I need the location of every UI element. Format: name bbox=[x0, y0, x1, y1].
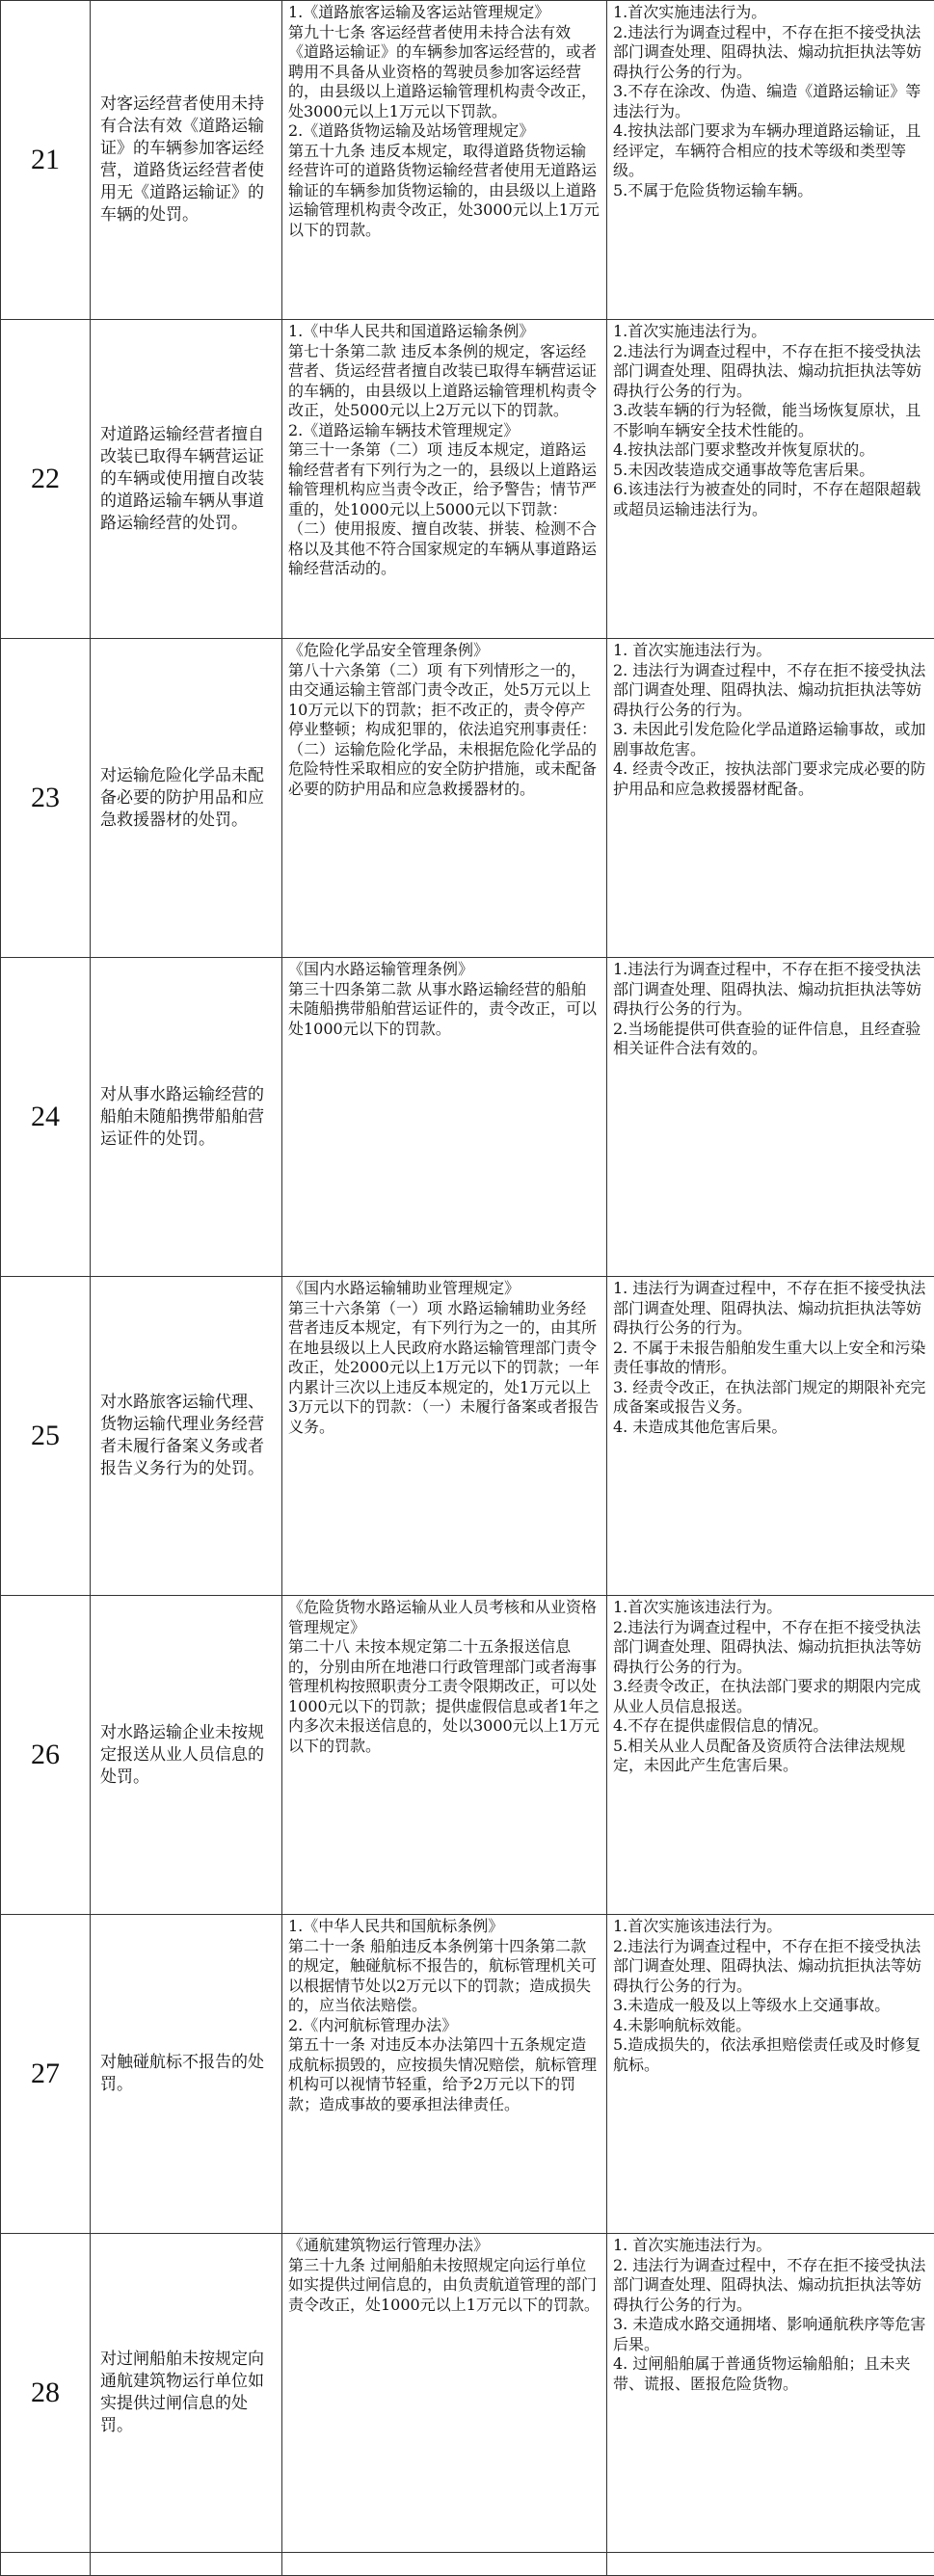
condition-item: 3.不存在涂改、伪造、编造《道路运输证》等违法行为。 bbox=[613, 82, 928, 121]
table-row bbox=[1, 958, 934, 1277]
row-number: 27 bbox=[1, 1915, 91, 2234]
condition-item: 2.违法行为调查过程中，不存在拒不接受执法部门调查处理、阻碍执法、煽动抗拒执法等妨碍执行公务的行为。 bbox=[613, 342, 928, 402]
legal-basis-paragraph: 《国内水路运输辅助业管理规定》 bbox=[288, 1279, 600, 1299]
legal-basis-paragraph: 第三十四条第二款 从事水路运输经营的船舶未随船携带船舶营运证件的，责令改正，可以处1000元以下的罚款。 bbox=[288, 980, 600, 1040]
condition-item: 5.不属于危险货物运输车辆。 bbox=[613, 181, 928, 201]
exemption-conditions-cell bbox=[607, 320, 934, 639]
condition-item: 4.不存在提供虚假信息的情况。 bbox=[613, 1716, 928, 1737]
condition-item: 1.首次实施违法行为。 bbox=[613, 322, 928, 342]
legal-basis-paragraph: 1.《道路旅客运输及客运站管理规定》 bbox=[288, 3, 600, 23]
legal-basis-paragraph: 《危险货物水路运输从业人员考核和从业资格管理规定》 bbox=[288, 1598, 600, 1637]
condition-item: 4.按执法部门要求为车辆办理道路运输证，且经评定，车辆符合相应的技术等级和类型等级。 bbox=[613, 121, 928, 181]
row-number: 23 bbox=[1, 639, 91, 958]
condition-item: 1.首次实施该违法行为。 bbox=[613, 1917, 928, 1937]
legal-basis-cell bbox=[282, 1277, 607, 1596]
table-row bbox=[1, 1915, 934, 2234]
table-row bbox=[1, 639, 934, 958]
legal-basis-paragraph: 2.《道路货物运输及站场管理规定》 bbox=[288, 121, 600, 142]
condition-item: 3.改装车辆的行为轻微，能当场恢复原状，且不影响车辆安全技术性能的。 bbox=[613, 401, 928, 440]
condition-item: 3. 未造成水路交通拥堵、影响通航秩序等危害后果。 bbox=[613, 2315, 928, 2354]
legal-basis-paragraph: 《危险化学品安全管理条例》 bbox=[288, 641, 600, 661]
legal-basis-cell bbox=[282, 1596, 607, 1915]
legal-basis-cell bbox=[282, 1915, 607, 2234]
legal-basis-paragraph: 1.《中华人民共和国道路运输条例》 bbox=[288, 322, 600, 342]
empty-cell bbox=[607, 2553, 934, 2576]
violation-item: 对过闸船舶未按规定向通航建筑物运行单位如实提供过闸信息的处罚。 bbox=[91, 2234, 282, 2553]
condition-item: 4.按执法部门要求整改并恢复原状的。 bbox=[613, 440, 928, 461]
table-row bbox=[1, 1277, 934, 1596]
condition-item: 1. 违法行为调查过程中，不存在拒不接受执法部门调查处理、阻碍执法、煽动抗拒执法等妨碍执行公务的行为。 bbox=[613, 1279, 928, 1339]
condition-item: 2. 不属于未报告船舶发生重大以上安全和污染责任事故的情形。 bbox=[613, 1339, 928, 1378]
table-row-partial bbox=[1, 2553, 934, 2576]
condition-item: 3.经责令改正，在执法部门要求的期限内完成从业人员信息报送。 bbox=[613, 1677, 928, 1716]
condition-item: 1.首次实施该违法行为。 bbox=[613, 1598, 928, 1618]
table-row bbox=[1, 320, 934, 639]
violation-item: 对水路旅客运输代理、货物运输代理业务经营者未履行备案义务或者报告义务行为的处罚。 bbox=[91, 1277, 282, 1596]
legal-basis-paragraph: （二）运输危险化学品，未根据危险化学品的危险特性采取相应的安全防护措施，或未配备必要的防护用品和应急救援器材的。 bbox=[288, 740, 600, 800]
legal-basis-cell bbox=[282, 2234, 607, 2553]
exemption-conditions-cell bbox=[607, 2234, 934, 2553]
condition-item: 5.相关从业人员配备及资质符合法律法规规定，未因此产生危害后果。 bbox=[613, 1737, 928, 1776]
condition-item: 5.未因改装造成交通事故等危害后果。 bbox=[613, 461, 928, 481]
condition-item: 4. 过闸船舶属于普通货物运输船舶；且未夹带、谎报、匿报危险货物。 bbox=[613, 2354, 928, 2394]
legal-basis-paragraph: 第五十一条 对违反本办法第四十五条规定造成航标损毁的，应按损失情况赔偿，航标管理机构可以视情节轻重，给予2万元以下的罚款；造成事故的要承担法律责任。 bbox=[288, 2035, 600, 2114]
condition-item: 3. 未因此引发危险化学品道路运输事故，或加剧事故危害。 bbox=[613, 720, 928, 759]
legal-basis-cell bbox=[282, 1, 607, 320]
exemption-conditions-cell bbox=[607, 1277, 934, 1596]
legal-basis-paragraph: 1.《中华人民共和国航标条例》 bbox=[288, 1917, 600, 1937]
empty-cell bbox=[282, 2553, 607, 2576]
violation-item: 对运输危险化学品未配备必要的防护用品和应急救援器材的处罚。 bbox=[91, 639, 282, 958]
legal-basis-paragraph: 第八十六条第（二）项 有下列情形之一的，由交通运输主管部门责令改正，处5万元以上10万元以下的罚款；拒不改正的，责令停产停业整顿；构成犯罪的，依法追究刑事责任： bbox=[288, 661, 600, 740]
row-number: 21 bbox=[1, 1, 91, 320]
row-number: 24 bbox=[1, 958, 91, 1277]
row-number: 22 bbox=[1, 320, 91, 639]
legal-basis-cell bbox=[282, 958, 607, 1277]
exemption-conditions-cell bbox=[607, 1, 934, 320]
condition-item: 2. 违法行为调查过程中，不存在拒不接受执法部门调查处理、阻碍执法、煽动抗拒执法等妨碍执行公务的行为。 bbox=[613, 2256, 928, 2316]
condition-item: 2.违法行为调查过程中，不存在拒不接受执法部门调查处理、阻碍执法、煽动抗拒执法等妨碍执行公务的行为。 bbox=[613, 1937, 928, 1997]
legal-basis-paragraph: 第七十条第二款 违反本条例的规定，客运经营者、货运经营者擅自改装已取得车辆营运证的车辆的，由县级以上道路运输管理机构责令改正，处5000元以上2万元以下的罚款。 bbox=[288, 342, 600, 421]
violation-item: 对道路运输经营者擅自改装已取得车辆营运证的车辆或使用擅自改装的道路运输车辆从事道路运输经营的处罚。 bbox=[91, 320, 282, 639]
condition-item: 3. 经责令改正，在执法部门规定的期限补充完成备案或报告义务。 bbox=[613, 1378, 928, 1418]
condition-item: 1. 首次实施违法行为。 bbox=[613, 641, 928, 661]
violation-item: 对触碰航标不报告的处罚。 bbox=[91, 1915, 282, 2234]
legal-basis-paragraph: 第二十八 未按本规定第二十五条报送信息的，分别由所在地港口行政管理部门或者海事管理机构按照职责分工责令限期改正，可以处1000元以下的罚款；提供虚假信息或者1年之内多次未报送信息的，处以3000元以上1万元以下的罚款。 bbox=[288, 1637, 600, 1756]
exemption-conditions-cell bbox=[607, 958, 934, 1277]
legal-basis-paragraph: 第三十一条第（二）项 违反本规定，道路运输经营者有下列行为之一的，县级以上道路运输管理机构应当责令改正，给予警告；情节严重的，处1000元以上5000元以下罚款： bbox=[288, 440, 600, 519]
row-number: 26 bbox=[1, 1596, 91, 1915]
condition-item: 2.违法行为调查过程中，不存在拒不接受执法部门调查处理、阻碍执法、煽动抗拒执法等妨碍执行公务的行为。 bbox=[613, 23, 928, 83]
empty-cell bbox=[91, 2553, 282, 2576]
legal-basis-paragraph: 第二十一条 船舶违反本条例第十四条第二款的规定，触碰航标不报告的，航标管理机关可以根据情节处以2万元以下的罚款；造成损失的，应当依法赔偿。 bbox=[288, 1937, 600, 2016]
legal-basis-paragraph: 《通航建筑物运行管理办法》 bbox=[288, 2236, 600, 2256]
violation-item: 对从事水路运输经营的船舶未随船携带船舶营运证件的处罚。 bbox=[91, 958, 282, 1277]
table-row bbox=[1, 1, 934, 320]
legal-basis-paragraph: 第五十九条 违反本规定，取得道路货物运输经营许可的道路货物运输经营者使用无道路运输证的车辆参加货物运输的，由县级以上道路运输管理机构责令改正，处3000元以上1万元以下的罚款。 bbox=[288, 142, 600, 241]
empty-cell bbox=[1, 2553, 91, 2576]
legal-basis-paragraph: 《国内水路运输管理条例》 bbox=[288, 960, 600, 980]
legal-basis-paragraph: 第三十九条 过闸船舶未按照规定向运行单位如实提供过闸信息的，由负责航道管理的部门责令改正，处1000元以上1万元以下的罚款。 bbox=[288, 2256, 600, 2316]
condition-item: 1.首次实施违法行为。 bbox=[613, 3, 928, 23]
condition-item: 2.违法行为调查过程中，不存在拒不接受执法部门调查处理、阻碍执法、煽动抗拒执法等妨碍执行公务的行为。 bbox=[613, 1618, 928, 1678]
legal-basis-paragraph: （二）使用报废、擅自改装、拼装、检测不合格以及其他不符合国家规定的车辆从事道路运输经营活动的。 bbox=[288, 519, 600, 579]
condition-item: 5.造成损失的，依法承担赔偿责任或及时修复航标。 bbox=[613, 2035, 928, 2075]
condition-item: 1.违法行为调查过程中，不存在拒不接受执法部门调查处理、阻碍执法、煽动抗拒执法等妨碍执行公务的行为。 bbox=[613, 960, 928, 1020]
table-body bbox=[1, 1, 934, 2576]
legal-basis-paragraph: 第九十七条 客运经营者使用未持合法有效《道路运输证》的车辆参加客运经营的，或者聘用不具备从业资格的驾驶员参加客运经营的，由县级以上道路运输管理机构责令改正，处3000元以上1万元以下罚款。 bbox=[288, 23, 600, 122]
condition-item: 3.未造成一般及以上等级水上交通事故。 bbox=[613, 1996, 928, 2016]
legal-basis-paragraph: 第三十六条第（一）项 水路运输辅助业务经营者违反本规定，有下列行为之一的，由其所在地县级以上人民政府水路运输管理部门责令改正，处2000元以上1万元以下的罚款；一年内累计三次以上违反本规定的，处1万元以上3万元以下的罚款：（一）未履行备案或者报告义务。 bbox=[288, 1299, 600, 1438]
condition-item: 2.当场能提供可供查验的证件信息，且经查验相关证件合法有效的。 bbox=[613, 1020, 928, 1059]
table-row bbox=[1, 1596, 934, 1915]
exemption-conditions-cell bbox=[607, 1596, 934, 1915]
exemption-conditions-cell bbox=[607, 639, 934, 958]
row-number: 25 bbox=[1, 1277, 91, 1596]
condition-item: 2. 违法行为调查过程中，不存在拒不接受执法部门调查处理、阻碍执法、煽动抗拒执法等妨碍执行公务的行为。 bbox=[613, 661, 928, 721]
legal-basis-paragraph: 2.《内河航标管理办法》 bbox=[288, 2016, 600, 2036]
condition-item: 4.未影响航标效能。 bbox=[613, 2016, 928, 2036]
condition-item: 4. 经责令改正，按执法部门要求完成必要的防护用品和应急救援器材配备。 bbox=[613, 759, 928, 799]
condition-item: 1. 首次实施违法行为。 bbox=[613, 2236, 928, 2256]
legal-basis-cell bbox=[282, 320, 607, 639]
legal-basis-cell bbox=[282, 639, 607, 958]
row-number: 28 bbox=[1, 2234, 91, 2553]
condition-item: 4. 未造成其他危害后果。 bbox=[613, 1418, 928, 1438]
table-row bbox=[1, 2234, 934, 2553]
exemption-conditions-cell bbox=[607, 1915, 934, 2234]
violation-item: 对客运经营者使用未持有合法有效《道路运输证》的车辆参加客运经营，道路货运经营者使用无《道路运输证》的车辆的处罚。 bbox=[91, 1, 282, 320]
violation-item: 对水路运输企业未按规定报送从业人员信息的处罚。 bbox=[91, 1596, 282, 1915]
legal-basis-paragraph: 2.《道路运输车辆技术管理规定》 bbox=[288, 421, 600, 441]
condition-item: 6.该违法行为被查处的同时，不存在超限超载或超员运输违法行为。 bbox=[613, 480, 928, 519]
